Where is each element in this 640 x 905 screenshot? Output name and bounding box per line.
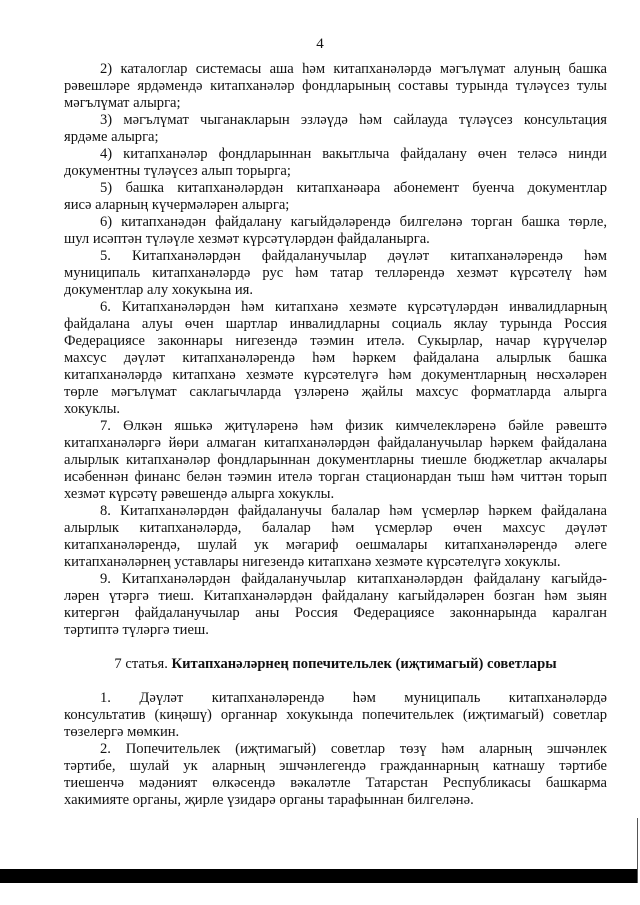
text-line: документны түләүсез алып торырга; <box>64 163 291 179</box>
text-line: хокуклы. <box>64 401 121 417</box>
text-line: тәртибе, шулай ук аларның эшчәнлегендә гражданнарның катнашу тәртибе <box>64 758 607 774</box>
text-line: файдалана алуы өчен шартлар инвалидларны социаль яклау турында Россия <box>64 316 607 332</box>
text-line: мәгълүмат алырга; <box>64 95 181 111</box>
paragraph <box>64 112 607 146</box>
article-heading <box>64 656 607 673</box>
text-line: исәбеннән финанс белән тәэмин ителә торган стационардан тыш һәм читтән торып <box>64 469 607 485</box>
text-line: 5. Китапханәләрдән файдаланучылар дәүләт китапханәләрендә һәм <box>100 248 607 264</box>
text-line: 9. Китапханәләрдән файдаланучылар китапханәләрдән файдалану кагыйдә- <box>100 571 607 587</box>
document-body <box>64 61 607 809</box>
paragraphs-after <box>64 690 607 809</box>
paragraph <box>64 248 607 299</box>
scan-edge-bar <box>0 869 638 883</box>
paragraph <box>64 299 607 418</box>
text-line: китапханәләрдә китапханә хезмәте күрсәтелүгә һәм документларның нөсхәләрен <box>64 367 607 383</box>
text-line: 2) каталоглар системасы аша һәм китапханәләрдә мәгълүмат алуның башка <box>100 61 607 77</box>
article-number: 7 статья. <box>114 656 172 672</box>
text-line: 7. Өлкән яшькә җитүләренә һәм физик кимчелекләренә бәйле рәвештә <box>100 418 607 434</box>
paragraph <box>64 214 607 248</box>
paragraph <box>64 741 607 809</box>
text-line: махсус дәүләт китапханәләрендә һәм һәркем файдалана алырлык башка <box>64 350 607 366</box>
text-line: китапханәләрнең уставлары нигезендә китапханә хезмәте күрсәтелүгә хокуклы. <box>64 554 561 570</box>
text-line: шул исәптән түләүле хезмәт күрсәтүләрдән файдаланырга. <box>64 231 430 247</box>
text-line: рәвешләре ярдәмендә китапханәләр фондларының составы турында түләүсез тулы <box>64 78 607 94</box>
text-line: тиешенчә мәдәният өлкәсендә вәкаләтле Татарстан Республикасы башкарма <box>64 775 607 791</box>
paragraphs-before <box>64 61 607 639</box>
text-line: документлар алу хокукына ия. <box>64 282 254 298</box>
paragraph <box>64 571 607 639</box>
paragraph <box>64 146 607 180</box>
paragraph <box>64 61 607 112</box>
text-line: 4) китапханәләр фондларыннан вакытлыча файдалану өчен теләсә нинди <box>100 146 607 162</box>
text-line: 8. Китапханәләрдән файдаланучы балалар һәм үсмерләр һәркем файдалана <box>100 503 607 519</box>
text-line: яисә аларның күчермәләрен алырга; <box>64 197 290 213</box>
text-line: 3) мәгълүмат чыганакларын эзләүдә һәм сайлауда түләүсез консультация <box>100 112 607 128</box>
text-line: Федерациясе законнары нигезендә тәэмин ителә. Сукырлар, начар күрүчеләр <box>64 333 607 349</box>
text-line: ләрен үтәргә тиеш. Китапханәләрдән файдалану кагыйдәләрен бозган һәм зыян <box>64 588 607 604</box>
text-line: муниципаль китапханәләрдә рус һәм татар телләрендә хезмәт күрсәтелү һәм <box>64 265 607 281</box>
text-line: төрле мәгълүмат саклагычларда үзләренә җайлы махсус форматларда алырга <box>64 384 607 400</box>
text-line: төзелергә мөмкин. <box>64 724 180 740</box>
scan-right-edge <box>637 818 638 883</box>
text-line: 6) китапханәдән файдалану кагыйдәләрендә билгеләнә торган башка төрле, <box>100 214 607 230</box>
text-line: китапханәләргә йөри алмаган китапханәләрдән файдаланучылар һәркем файдалана <box>64 435 607 451</box>
text-line: хакимияте органы, җирле үзидарә органы тарафыннан билгеләнә. <box>64 792 474 808</box>
paragraph <box>64 418 607 503</box>
paragraph <box>64 180 607 214</box>
text-line: 6. Китапханәләрдән һәм китапханә хезмәте күрсәтүләрдән инвалидларның <box>100 299 607 315</box>
text-line: 1. Дәүләт китапханәләрендә һәм муниципаль китапханәләрдә <box>100 690 607 706</box>
text-line: хезмәт күрсәтү рәвешендә алырга хокуклы. <box>64 486 335 502</box>
text-line: алырлык китапханәләр фондларыннан документларны тиешле бюджетлар акчалары <box>64 452 607 468</box>
text-line: 5) башка китапханәләрдән китапханәара абонемент буенча документлар <box>100 180 607 196</box>
paragraph <box>64 503 607 571</box>
text-line: китергән файдаланучылар аны Россия Федерациясе законнарында каралган <box>64 605 607 621</box>
page-number: 4 <box>316 36 324 52</box>
text-line: алырлык китапханәләрдә, балалар һәм үсмерләр өчен махсус дәүләт <box>64 520 607 536</box>
paragraph <box>64 690 607 741</box>
text-line: китапханәләрендә, шулай ук мәгариф оешмалары китапханәләрендә әлеге <box>64 537 607 553</box>
text-line: ярдәме алырга; <box>64 129 159 145</box>
text-line: тәртиптә түләргә тиеш. <box>64 622 209 638</box>
text-line: консультатив (киңәшү) органнар хокукында попечительлек (иҗтимагый) советлар <box>64 707 607 723</box>
article-title: Китапханәләрнең попечительлек (иҗтимагый) советлары <box>171 656 557 672</box>
text-line: 2. Попечительлек (иҗтимагый) советлар төзү һәм аларның эшчәнлек <box>100 741 607 757</box>
